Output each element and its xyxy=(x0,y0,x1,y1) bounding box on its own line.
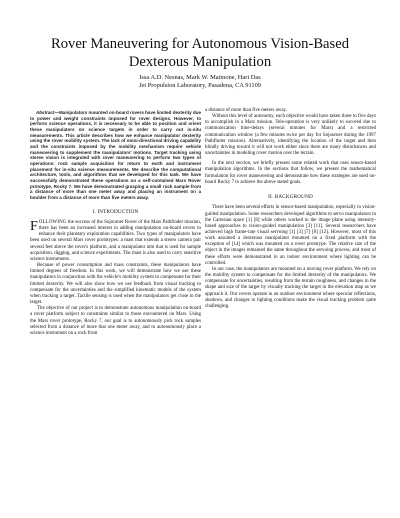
right-column xyxy=(205,108,376,310)
background-paragraph-1: There have been several efforts in sensor-based manipulation, especially in vision-guided manipulation. Some researchers developed algorithms to servo manipulators in the Cartesian space [1] [8] while others worked in the image plane using intensity-based approaches to vision-guided manipulation [3] [11]. Several researchers have achieved high frame-rate visual servoing [1] [3] [7] [8] [12]. However, most of this work assumed a dexterous manipulator mounted on a fixed platform with the exception of [14] which was mounted on a rover prototype. The relative size of the object in the images remained the same throughout the servoing process, and most of these efforts were demonstrated in an indoor environment where lighting can be controlled. xyxy=(205,205,376,266)
left-column xyxy=(30,110,201,337)
intro-paragraph-1 xyxy=(30,220,201,263)
intro-lead-word: OLLOWING xyxy=(38,220,67,225)
intro-paragraph-3: The objective of our project is to demonstrate autonomous manipulation on-board a rover platform subject to constraints similar to those encountered on Mars. Using the Mars rover prototype, Rocky 7, our goal is to autonomously pick rock samples selected from a distance of more that one meter away, and to autonomously place a science instrument on a rock from xyxy=(30,306,201,336)
abstract-label: Abstract— xyxy=(36,110,59,115)
author-block xyxy=(20,74,380,90)
drop-cap: F xyxy=(30,219,38,234)
intro-paragraph-1-text: OLLOWING the success of the Sojourner Rover of the Mars Pathfinder mission, there has been an increased interest in adding manipulation on-board rovers to enhance their planetary exploration capabilities. Two types of manipulators have been used on several Mars rover prototypes: a mast that extends a stereo camera pair several feet above the rover's platform, and a manipulator arm that is used for sample acquisition, digging, and science experiments. The mast is also used to carry sensitive science instruments. xyxy=(30,220,201,262)
author-names: Issa A.D. Nesnas, Mark W. Maimone, Hari Das xyxy=(139,74,261,81)
right-paragraph-1: a distance of more than five meters away. xyxy=(205,108,287,113)
intro-paragraph-2: Because of power consumption and mass constraints, these manipulators have limited degrees of freedom. In this work, we will demonstrate how we use these manipulators in conjunction with the vehicle's mobility system to compensate for their limited dexterity. We will also show how we use feedback from visual tracking to compensate for the uncertainties and the simplified kinematic models of the system when tracking a target. Tactile sensing is used when the manipulators get close to the target. xyxy=(30,263,201,306)
right-paragraph-2: Without this level of autonomy, each objective would have taken three to five days to accomplish in a Mars mission. Tele-operation is very unlikely to succeed due to communication time-delays (several minutes for Mars) and a restricted communication window (a few minutes twice per day for Sojourner during the 1997 Pathfinder mission). Alternatively, identifying the location of the target and then blindly driving toward it will not work either since there are many disturbances and uncertainties in modeling rover motion over the terrain. xyxy=(205,114,376,157)
right-paragraph-3: In the next section, we briefly present some related work that uses sensor-based manipulation algorithms. In the sections that follow, we present the mathematical formulation for rover maneuvering and demonstrate how these strategies are used on-board Rocky 7 to achieve the above stated goals. xyxy=(205,161,376,185)
author-affiliation: Jet Propulsion Laboratory, Pasadena, CA 91109 xyxy=(139,82,261,89)
abstract-text: Manipulators mounted on-board rovers have limited dexterity due to power and weight constraints imposed for rover designs. However, to perform science operations, it is necessary to be able to position and orient these manipulators on science targets in order to carry out in-situ measurements. This article describes how we enhance manipulator dexterity using the rover mobility system. The lack of omni-directional driving capability and the constraints imposed by the mobility mechanism require vehicle maneuvering to supplement the manipulators' motions. Target tracking using stereo vision is integrated with rover maneuvering to perform two types of operations: rock sample acquisition for return to earth and instrument placement for in-situ science measurements. We describe the computational architecture, tools, and algorithms that we developed for this task. We have successfully demonstrated these operations on a self-contained Mars Rover prototype, Rocky 7. We have demonstrated grasping a small rock sample from a distance of more than one meter away and placing an instrument on a boulder from a distance of more than five meters away. xyxy=(30,110,201,200)
paper-title: Rover Maneuvering for Autonomous Vision-Based Dexterous Manipulation xyxy=(51,36,349,70)
section-heading-background: II. BACKGROUND xyxy=(268,193,313,200)
abstract xyxy=(30,110,201,201)
background-paragraph-2: In our case, the manipulators are mounted on a moving rover platform. We rely on the mobility system to compensate for the limited dexterity of the manipulators. We compensate for uncertainties, resulting from the terrain roughness, and changes in the shape and size of the target by visually tracking the target in the elevation map as we approach it. Our rovers operate in an outdoor environment where specular reflections, shadows, and changes in lighting conditions make the visual tracking problem quite challenging. xyxy=(205,266,376,309)
section-heading-introduction: I. INTRODUCTION xyxy=(92,208,139,215)
